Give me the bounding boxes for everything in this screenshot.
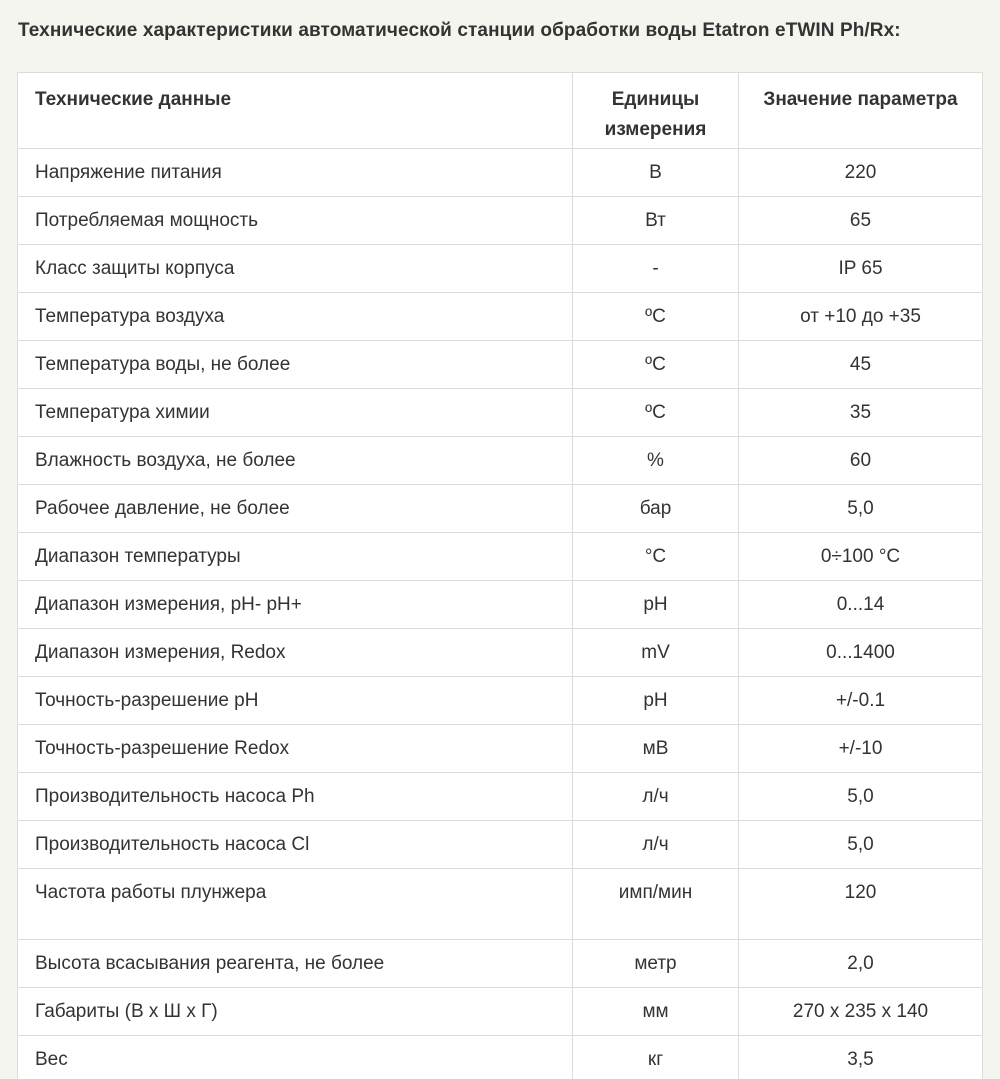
value-cell: 5,0 [739,821,983,869]
unit-cell: л/ч [573,773,739,821]
value-cell: 3,5 [739,1036,983,1079]
unit-cell: pH [573,677,739,725]
unit-cell: pH [573,581,739,629]
value-cell: +/-0.1 [739,677,983,725]
table-row [18,821,983,869]
value-cell: IP 65 [739,245,983,293]
param-cell: Габариты (В х Ш х Г) [18,988,573,1036]
header-unit: Единицы измерения [573,73,739,149]
table-row [18,988,983,1036]
value-cell: 270 х 235 х 140 [739,988,983,1036]
specs-table [17,72,983,1079]
param-cell: Производительность насоса Cl [18,821,573,869]
value-cell: 5,0 [739,485,983,533]
unit-cell: °C [573,533,739,581]
param-cell: Высота всасывания реагента, не более [18,940,573,988]
param-cell: Класс защиты корпуса [18,245,573,293]
value-cell: +/-10 [739,725,983,773]
unit-cell: % [573,437,739,485]
param-cell: Температура химии [18,389,573,437]
unit-cell: л/ч [573,821,739,869]
param-cell: Рабочее давление, не более [18,485,573,533]
param-cell: Точность-разрешение pH [18,677,573,725]
table-row [18,533,983,581]
value-cell: 65 [739,197,983,245]
unit-cell: Вт [573,197,739,245]
unit-cell: кг [573,1036,739,1079]
value-cell: 45 [739,341,983,389]
table-row [18,341,983,389]
table-row [18,197,983,245]
header-value: Значение параметра [739,73,983,149]
value-cell: 60 [739,437,983,485]
table-row [18,485,983,533]
param-cell: Частота работы плунжера [18,869,573,940]
unit-cell: мВ [573,725,739,773]
value-cell: 120 [739,869,983,940]
page-title: Технические характеристики автоматической станции обработки воды Etatron eTWIN Ph/Rx: [18,20,901,41]
table-row [18,773,983,821]
param-cell: Диапазон измерения, Redox [18,629,573,677]
table-row [18,389,983,437]
value-cell: 0...14 [739,581,983,629]
unit-cell: имп/мин [573,869,739,940]
table-row [18,725,983,773]
unit-cell: ºС [573,293,739,341]
value-cell: от +10 до +35 [739,293,983,341]
param-cell: Напряжение питания [18,149,573,197]
header-param: Технические данные [18,73,573,149]
param-cell: Точность-разрешение Redox [18,725,573,773]
table-header-row [18,73,983,149]
unit-cell: В [573,149,739,197]
unit-cell: метр [573,940,739,988]
unit-cell: бар [573,485,739,533]
table-row [18,1036,983,1079]
table-row [18,437,983,485]
table-row [18,677,983,725]
param-cell: Влажность воздуха, не более [18,437,573,485]
table-row [18,581,983,629]
unit-cell: мм [573,988,739,1036]
unit-cell: ºС [573,389,739,437]
unit-cell: - [573,245,739,293]
param-cell: Температура воздуха [18,293,573,341]
value-cell: 220 [739,149,983,197]
table-row [18,149,983,197]
param-cell: Температура воды, не более [18,341,573,389]
table-row [18,869,983,940]
param-cell: Производительность насоса Ph [18,773,573,821]
table-row [18,629,983,677]
param-cell: Потребляемая мощность [18,197,573,245]
table-row [18,293,983,341]
unit-cell: mV [573,629,739,677]
value-cell: 0÷100 °C [739,533,983,581]
value-cell: 2,0 [739,940,983,988]
param-cell: Вес [18,1036,573,1079]
value-cell: 0...1400 [739,629,983,677]
table-row [18,940,983,988]
param-cell: Диапазон измерения, pH- pH+ [18,581,573,629]
param-cell: Диапазон температуры [18,533,573,581]
value-cell: 5,0 [739,773,983,821]
value-cell: 35 [739,389,983,437]
table-row [18,245,983,293]
unit-cell: ºС [573,341,739,389]
